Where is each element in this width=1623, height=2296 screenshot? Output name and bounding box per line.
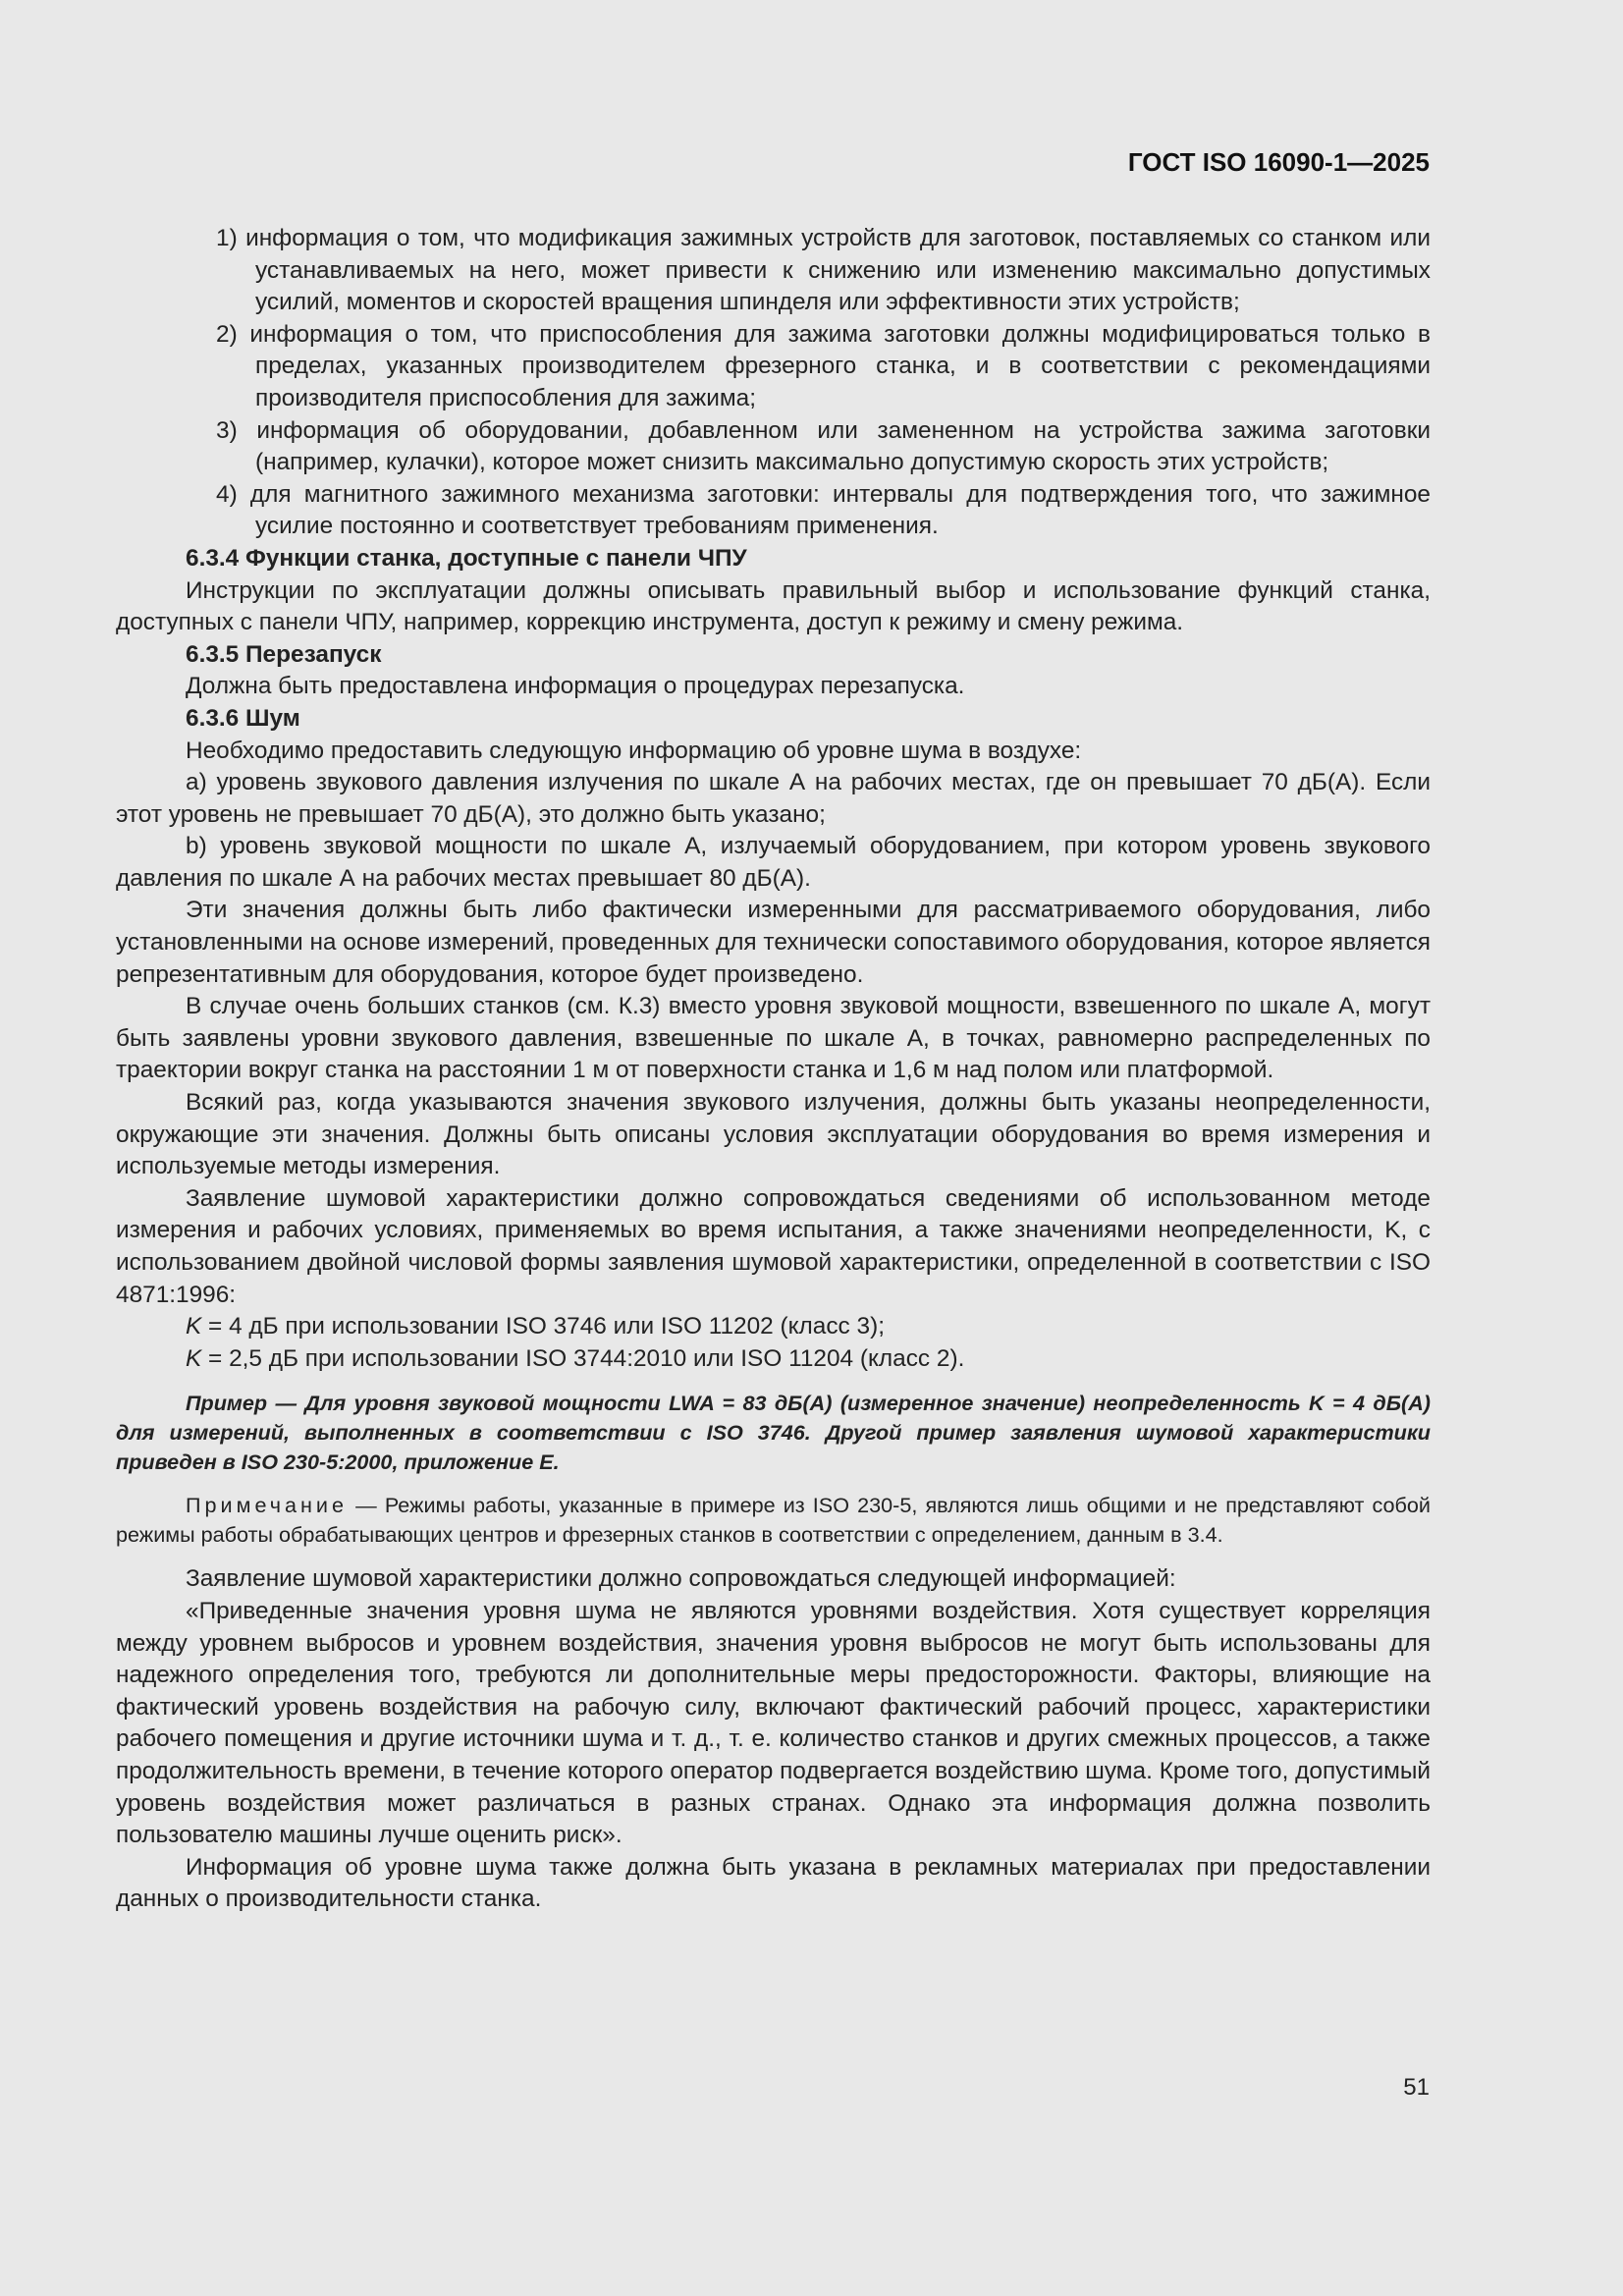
list-item-1: 1) информация о том, что модификация зажимных устройств для заготовок, поставляемых со станком или устанавливаемых на него, может привести к снижению или изменению максимально допустимых усилий, моментов и скоростей вращения шпинделя или эффективности этих устройств; xyxy=(216,225,1431,316)
note-label: Примечание xyxy=(186,1493,348,1518)
example-block: Пример — Для уровня звуковой мощности LWA = 83 дБ(А) (измеренное значение) неопределенность K = 4 дБ(А) для измерений, выполненных в соответствии с ISO 3746. Другой пример заявления шумовой характеристики приведен в ISO 230-5:2000, приложение Е. xyxy=(116,1391,1431,1475)
page-number: 51 xyxy=(1403,2074,1430,2101)
noise-item-a: а) уровень звукового давления излучения по шкале А на рабочих местах, где он превышает 70 дБ(А). Если этот уровень не превышает 70 дБ(А), это должно быть указано; xyxy=(116,769,1431,828)
noise-intro: Необходимо предоставить следующую информацию об уровне шума в воздухе: xyxy=(186,737,1082,764)
uncertainty-formula-1 xyxy=(116,1311,1431,1343)
section-text-6-3-5: Должна быть предоставлена информация о процедурах перезапуска. xyxy=(186,673,965,700)
formula-2-variable: K xyxy=(186,1344,202,1372)
noise-paragraph-3: Всякий раз, когда указываются значения звукового излучения, должны быть указаны неопределенности, окружающие эти значения. Должны быть описаны условия эксплуатации оборудования во время измерения и используемые методы измерения. xyxy=(116,1089,1431,1180)
section-text-6-3-4: Инструкции по эксплуатации должны описывать правильный выбор и использование функций станка, доступных с панели ЧПУ, например, коррекцию инструмента, доступ к режиму и смену режима. xyxy=(116,576,1431,636)
formula-2-text: = 2,5 дБ при использовании ISO 3744:2010 или ISO 11204 (класс 2). xyxy=(201,1344,965,1372)
list-item-2: 2) информация о том, что приспособления для зажима заготовки должны модифицироваться только в пределах, указанных производителем фрезерного станка, и в соответствии с рекомендациями производителя приспособления для зажима; xyxy=(216,320,1431,411)
noise-item-b: b) уровень звуковой мощности по шкале А, излучаемый оборудованием, при котором уровень звукового давления по шкале А на рабочих местах превышает 80 дБ(А). xyxy=(116,833,1431,892)
section-heading-6-3-5: 6.3.5 Перезапуск xyxy=(186,640,382,668)
noise-paragraph-1: Эти значения должны быть либо фактически измеренными для рассматриваемого оборудования, либо установленными на основе измерений, проведенных для технически сопоставимого оборудования, которое является репрезентативным для оборудования, которое будет произведено. xyxy=(116,897,1431,988)
formula-1-variable: K xyxy=(186,1313,202,1340)
note-block xyxy=(116,1491,1431,1550)
noise-paragraph-2: В случае очень больших станков (см. К.3) вместо уровня звуковой мощности, взвешенного по шкале А, могут быть заявлены уровни звукового давления, взвешенные по шкале А, в точках, равномерно распределенных по траектории вокруг станка на расстоянии 1 м от поверхности станка и 1,6 м над полом или платформой. xyxy=(116,993,1431,1084)
uncertainty-formula-2 xyxy=(116,1343,1431,1376)
note-text: — Режимы работы, указанные в примере из ISO 230-5, являются лишь общими и не представляют собой режимы работы обрабатывающих центров и фрезерных станков в соответствии с определением, данным в 3.4. xyxy=(116,1493,1431,1548)
noise-paragraph-4: Заявление шумовой характеристики должно сопровождаться сведениями об использованном методе измерения и рабочих условиях, применяемых во время испытания, а также значениями неопределенности, K, с использованием двойной числовой формы заявления шумовой характеристики, определенной в соответствии с ISO 4871:1996: xyxy=(116,1184,1431,1308)
document-header: ГОСТ ISO 16090-1—2025 xyxy=(1127,147,1430,177)
section-heading-6-3-6: 6.3.6 Шум xyxy=(186,704,300,732)
noise-paragraph-5: Заявление шумовой характеристики должно сопровождаться следующей информацией: xyxy=(186,1565,1176,1593)
list-item-4: 4) для магнитного зажимного механизма заготовки: интервалы для подтверждения того, что зажимное усилие постоянно и соответствует требованиям применения. xyxy=(216,480,1431,540)
document-body xyxy=(116,223,1431,1916)
noise-quote: «Приведенные значения уровня шума не являются уровнями воздействия. Хотя существует корреляция между уровнем выбросов и уровнем воздействия, значения уровня выбросов не могут быть использованы для надежного определения того, требуются ли дополнительные меры предосторожности. Факторы, влияющие на фактический уровень воздействия на рабочую силу, включают фактический рабочий процесс, характеристики рабочего помещения и другие источники шума и т. д., т. е. количество станков и других смежных процессов, а также продолжительность времени, в течение которого оператор подвергается воздействию шума. Кроме того, допустимый уровень воздействия может различаться в разных странах. Однако эта информация должна позволить пользователю машины лучше оценить риск». xyxy=(116,1597,1431,1849)
list-item-3: 3) информация об оборудовании, добавленном или замененном на устройства зажима заготовки (например, кулачки), которое может снизить максимально допустимую скорость этих устройств; xyxy=(216,416,1431,476)
section-heading-6-3-4: 6.3.4 Функции станка, доступные с панели ЧПУ xyxy=(186,544,747,572)
noise-paragraph-6: Информация об уровне шума также должна быть указана в рекламных материалах при предоставлении данных о производительности станка. xyxy=(116,1853,1431,1913)
formula-1-text: = 4 дБ при использовании ISO 3746 или ISO 11202 (класс 3); xyxy=(201,1313,885,1340)
